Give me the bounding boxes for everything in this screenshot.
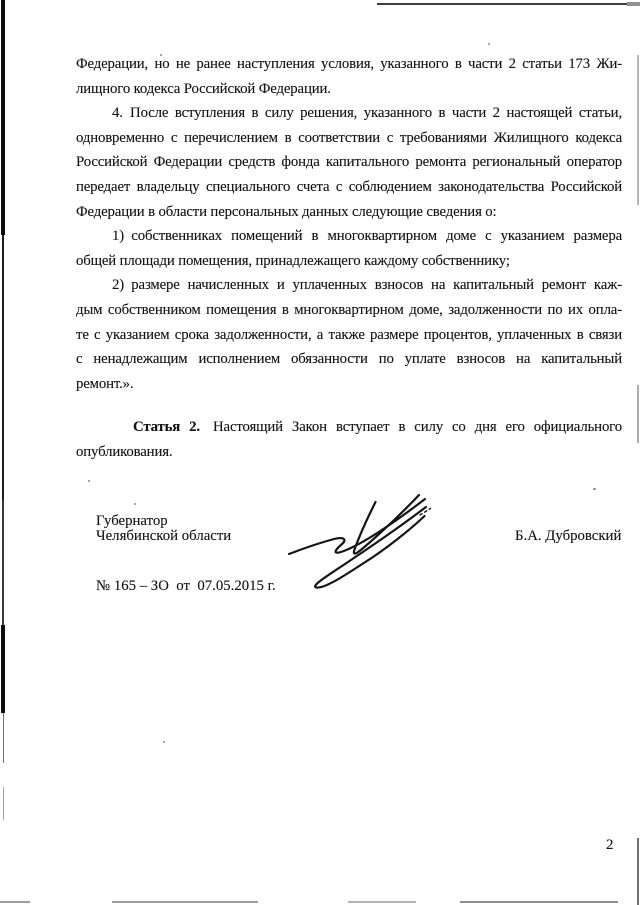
scan-noise-dot [593, 488, 596, 490]
scan-bottom-edge [0, 901, 30, 903]
scan-left-edge [3, 787, 5, 820]
text-line: с ненадлежащим исполнением обязанности по уплате взносов на капитальный [76, 351, 622, 368]
scan-top-edge [377, 3, 640, 5]
text-line: ремонт.». [76, 375, 134, 392]
scan-right-edge [637, 385, 639, 443]
scan-right-edge [637, 838, 639, 905]
page-number: 2 [606, 837, 614, 853]
text-line: Федерации в области персональных данных следующие сведения о: [76, 203, 497, 220]
scan-noise-dot [163, 741, 165, 743]
signatory-title-line: Губернатор [96, 513, 168, 529]
text-line: опубликования. [76, 443, 173, 460]
scan-bottom-edge [460, 901, 618, 903]
scan-right-edge [637, 55, 639, 205]
scan-noise-dot [134, 503, 136, 505]
text-line: дым собственником помещения в многоквартирном доме, задолженности по их опла- [76, 301, 622, 318]
text-line: одновременно с перечислением в соответствии с требованиями Жилищного кодекса [76, 129, 622, 146]
scan-bottom-edge [348, 901, 416, 903]
document-body [76, 52, 622, 465]
scan-left-edge [1, 625, 5, 713]
text-line: те с указанием срока задолженности, а также размере процентов, уплаченных в связи [76, 326, 622, 343]
signatory-name: Б.А. Дубровский [515, 528, 622, 544]
article-2-paragraph [76, 415, 622, 464]
text-line: лищного кодекса Российской Федерации. [76, 80, 331, 97]
text-line-item-2: 2) размере начисленных и уплаченных взносов на капитальный ремонт каж- [112, 277, 622, 294]
scan-noise-dot [88, 480, 90, 482]
registration-number-line: № 165 – ЗО от 07.05.2015 г. [96, 578, 276, 594]
text-line [76, 415, 622, 440]
scan-left-edge [2, 500, 4, 625]
signatory-title-line: Челябинской области [96, 527, 232, 544]
scan-bottom-edge [112, 901, 258, 903]
text-line: Федерации, но не ранее наступления условия, указанного в части 2 статьи 173 Жи- [76, 56, 622, 72]
text-line: Российской Федерации средств фонда капитального ремонта региональный оператор [76, 154, 622, 171]
article-2-label: Статья 2. [133, 419, 200, 436]
scan-left-edge [1, 0, 5, 235]
scan-left-edge [3, 713, 5, 763]
text-line: общей площади помещения, принадлежащего каждому собственнику; [76, 252, 510, 269]
text-line-item-1: 1) собственниках помещений в многоквартирном доме с указанием размера [112, 228, 622, 245]
scan-left-edge [2, 235, 4, 500]
scan-noise-dot [488, 43, 490, 45]
signatory-title [96, 514, 231, 543]
scan-top-edge [627, 2, 640, 6]
text-line: передает владельцу специального счета с соблюдением законодательства Российской [76, 178, 622, 195]
signature-scribble [283, 490, 433, 590]
article-2-text: Настоящий Закон вступает в силу со дня его официального [213, 419, 622, 436]
text-line-item-4: 4. После вступления в силу решения, указанного в части 2 настоящей статьи, [112, 105, 622, 122]
